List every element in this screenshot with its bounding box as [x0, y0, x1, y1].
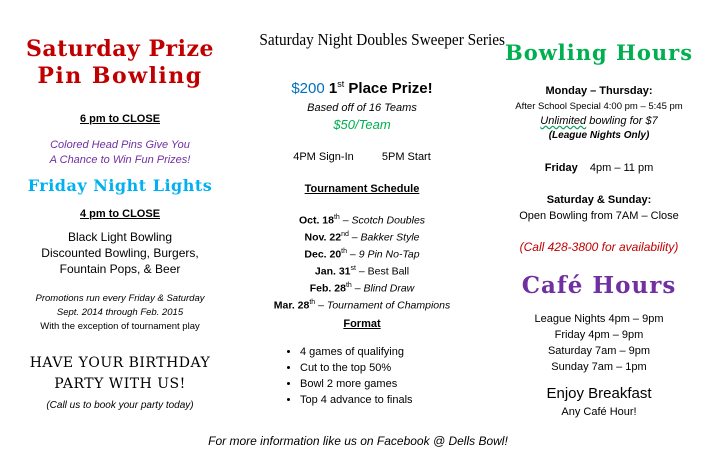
promo-line1: Promotions run every Friday & Saturday	[35, 293, 205, 304]
friday-hours-line	[482, 162, 716, 174]
friday-time: 4 pm to CLOSE	[79, 208, 161, 220]
format-item: • Top 4 advance to finals	[300, 394, 413, 406]
start-time: 5PM Start	[381, 151, 431, 163]
schedule-row: Mar. 28th – Tournament of Champions	[273, 299, 451, 312]
promo-line3: With the exception of tournament play	[40, 321, 200, 332]
schedule-row: Jan. 31st – Best Ball	[314, 265, 410, 278]
format-list	[300, 346, 413, 410]
cafe-hours-row: Sunday 7am – 1pm	[551, 361, 647, 373]
friday-night-lights-title: Friday Night Lights	[27, 176, 213, 195]
promo-line2: Sept. 2014 through Feb. 2015	[56, 307, 184, 318]
friday-item: Discounted Bowling, Burgers,	[41, 246, 199, 260]
format-item: • 4 games of qualifying	[300, 346, 413, 358]
breakfast-sub: Any Café Hour!	[561, 406, 637, 418]
friday-item: Black Light Bowling	[67, 230, 173, 244]
format-item: • Cut to the top 50%	[300, 362, 413, 374]
prize-amount: $200	[291, 80, 325, 97]
prize-pin-desc-line1: Colored Head Pins Give You	[50, 139, 190, 151]
party-line1: HAVE YOUR BIRTHDAY	[29, 355, 211, 371]
format-item: • Bowl 2 more games	[300, 378, 413, 390]
cafe-hours-row: Friday 4pm – 9pm	[554, 329, 644, 341]
based-on-teams: Based off of 16 Teams	[307, 102, 417, 114]
friday-hours: 4pm – 11 pm	[589, 162, 654, 174]
facebook-footer: For more information like us on Facebook @ Dells Bowl!	[208, 434, 508, 448]
friday-item: Fountain Pops, & Beer	[59, 262, 181, 276]
unlimited-line	[482, 115, 716, 127]
cafe-hours-title: Café Hours	[521, 272, 677, 299]
mon-thu-label: Monday – Thursday:	[545, 85, 653, 97]
bowling-hours-title: Bowling Hours	[504, 40, 694, 65]
prize-text: Place Prize!	[348, 80, 433, 97]
unlimited-rest: bowling for $7	[586, 115, 658, 127]
format-title: Format	[343, 318, 381, 330]
saturday-time: 6 pm to CLOSE	[79, 113, 161, 125]
weekend-hours: Open Bowling from 7AM – Close	[519, 210, 679, 222]
unlimited-word: Unlimited	[540, 115, 587, 127]
cafe-hours-row: League Nights 4pm – 9pm	[534, 313, 664, 325]
prize-rank: 1	[328, 80, 338, 97]
schedule-row: Oct. 18th – Scotch Doubles	[298, 214, 426, 227]
signin-time: 4PM Sign-In	[293, 151, 354, 163]
prize-pin-desc-line2: A Chance to Win Fun Prizes!	[49, 154, 191, 166]
schedule-row: Dec. 20th – 9 Pin No-Tap	[304, 248, 420, 261]
saturday-prize-title-line2: Pin Bowling	[37, 63, 203, 89]
cafe-hours-row: Saturday 7am – 9pm	[547, 345, 651, 357]
schedule-row: Feb. 28th – Blind Draw	[309, 282, 415, 295]
signin-start	[248, 151, 476, 163]
prize-line	[248, 79, 476, 97]
enjoy-breakfast: Enjoy Breakfast	[546, 385, 652, 402]
prize-rank-suffix: st	[337, 79, 345, 89]
schedule-list	[248, 211, 476, 313]
schedule-row: Nov. 22nd – Bakker Style	[304, 231, 420, 244]
weekend-label: Saturday & Sunday:	[546, 194, 652, 206]
league-nights-only: (League Nights Only)	[548, 130, 650, 141]
friday-label: Friday	[544, 162, 578, 174]
party-note: (Call us to book your party today)	[46, 400, 194, 411]
sweeper-series-title: Saturday Night Doubles Sweeper Series	[259, 30, 506, 49]
saturday-prize-title-line1: Saturday Prize	[26, 36, 214, 62]
schedule-title: Tournament Schedule	[304, 183, 420, 195]
per-team-fee: $50/Team	[333, 117, 391, 132]
party-line2: PARTY WITH US!	[54, 376, 186, 392]
after-school-special: After School Special 4:00 pm – 5:45 pm	[515, 101, 683, 112]
call-availability: (Call 428-3800 for availability)	[519, 240, 679, 254]
